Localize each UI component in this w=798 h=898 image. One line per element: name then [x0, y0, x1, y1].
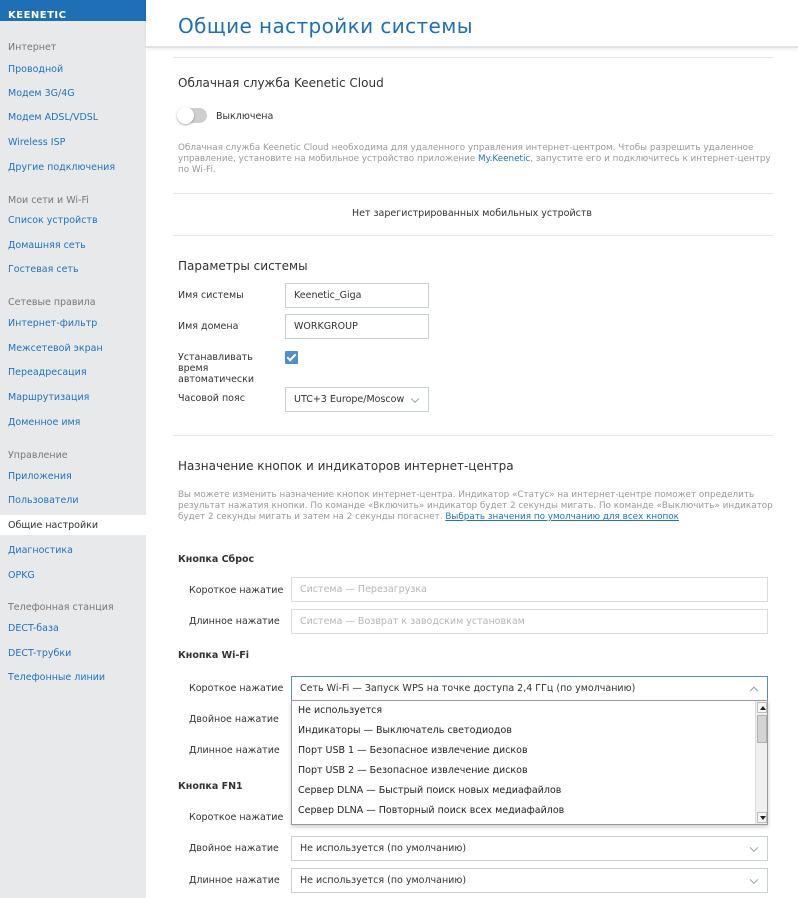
cloud-section-title: Облачная служба Keenetic Cloud	[178, 76, 384, 90]
divider	[173, 235, 773, 236]
nav-item-diagnostics[interactable]: Диагностика	[8, 545, 73, 556]
page-header	[146, 0, 798, 48]
dropdown-option[interactable]: Не используется	[298, 705, 383, 716]
fn1-double-select[interactable]	[291, 836, 768, 861]
nav-item-other-connections[interactable]: Другие подключения	[8, 162, 116, 173]
chevron-down-icon	[411, 394, 419, 402]
buttons-section-title: Назначение кнопок и индикаторов интернет-центра	[178, 459, 514, 473]
dropdown-option[interactable]: Сервер DLNA — Быстрый поиск новых медиафайлов	[298, 785, 562, 796]
nav-item-wired[interactable]: Проводной	[8, 64, 64, 75]
auto-time-label-line: Устанавливать	[178, 352, 253, 363]
logo-bar	[0, 0, 146, 21]
reset-button-heading: Кнопка Сброс	[178, 554, 255, 565]
nav-item-users[interactable]: Пользователи	[8, 495, 79, 506]
toggle-knob	[177, 107, 194, 124]
scrollbar-thumb[interactable]	[757, 715, 767, 743]
wifi-short-value: Сеть Wi-Fi — Запуск WPS на точке доступа 2,4 ГГц (по умолчанию)	[300, 683, 636, 694]
reset-short-label: Короткое нажатие	[189, 585, 284, 596]
nav-item-dect-base[interactable]: DECT-база	[8, 623, 59, 634]
nav-item-dect-handsets[interactable]: DECT-трубки	[8, 648, 72, 659]
buttons-desc-text: Вы можете изменить назначение кнопок интернет-центра. Индикатор «Статус» на интернет-центре поможет определить результат нажатия кнопки. По команде «Включить» индикатор будет 2 секунды мигать. По команде «Выключить» индикатор будет 2 секунды мигать и затем на 2 секунды погаснет.	[178, 490, 773, 522]
reset-short-value: Система — Перезагрузка	[300, 584, 427, 595]
cloud-desc-text: Облачная служба Keenetic Cloud необходима для удаленного управления интернет-центром. Чтобы разрешить удаленное управление, установите на мобильное устройство приложение	[178, 143, 754, 164]
fn1-long-select[interactable]	[291, 868, 768, 893]
auto-time-label	[178, 352, 254, 385]
reset-long-label: Длинное нажатие	[189, 616, 280, 627]
divider	[173, 57, 773, 58]
nav-item-general-settings[interactable]: Общие настройки	[0, 515, 146, 535]
nav-item-modem-adsl[interactable]: Модем ADSL/VDSL	[8, 112, 99, 123]
dropdown-option[interactable]: Сервер DLNA — Повторный поиск всех медиафайлов	[298, 805, 565, 816]
domain-name-value: WORKGROUP	[294, 321, 358, 332]
nav-item-phone-lines[interactable]: Телефонные линии	[8, 672, 106, 683]
auto-time-label-line: время	[178, 363, 209, 374]
logo[interactable]: KEENETIC	[8, 10, 67, 21]
nav-item-guest-network[interactable]: Гостевая сеть	[8, 264, 79, 275]
nav-item-modem-3g4g[interactable]: Модем 3G/4G	[8, 88, 75, 99]
reset-defaults-link[interactable]: Выбрать значения по умолчанию для всех кнопок	[445, 512, 679, 522]
wifi-short-dropdown-list[interactable]	[291, 700, 768, 825]
divider	[173, 435, 773, 436]
nav-group-internet: Интернет	[8, 42, 57, 53]
dropdown-option[interactable]: Индикаторы — Выключатель светодиодов	[298, 725, 512, 736]
nav-item-forwarding[interactable]: Переадресация	[8, 367, 87, 378]
timezone-value: UTC+3 Europe/Moscow	[294, 394, 405, 405]
nav-item-firewall[interactable]: Межсетевой экран	[8, 343, 103, 354]
wifi-short-select[interactable]	[291, 676, 768, 701]
nav-item-routing[interactable]: Маршрутизация	[8, 392, 90, 403]
dropdown-option[interactable]: Порт USB 2 — Безопасное извлечение дисков	[298, 765, 528, 776]
nav-item-applications[interactable]: Приложения	[8, 471, 72, 482]
cloud-toggle[interactable]	[178, 108, 207, 123]
reset-long-value: Система — Возврат к заводским установкам	[300, 616, 525, 627]
fn1-long-value: Не используется (по умолчанию)	[300, 875, 467, 886]
fn1-short-label: Короткое нажатие	[189, 812, 284, 823]
scroll-down-arrow-icon[interactable]	[757, 812, 767, 823]
nav-item-opkg[interactable]: OPKG	[8, 570, 35, 581]
main-content	[146, 50, 798, 898]
wifi-long-label: Длинное нажатие	[189, 745, 280, 756]
auto-time-label-line: автоматически	[178, 374, 255, 385]
timezone-select[interactable]	[285, 387, 429, 412]
cloud-desc-text-end: , запустите его и подключитесь к интернет-центру по Wi-Fi.	[178, 154, 771, 175]
system-name-input[interactable]	[285, 283, 429, 308]
sidebar	[0, 0, 146, 898]
system-name-value: Keenetic_Giga	[294, 290, 362, 301]
cloud-toggle-label: Выключена	[216, 111, 274, 122]
wifi-short-label: Короткое нажатие	[189, 683, 284, 694]
nav-item-domain-name[interactable]: Доменное имя	[8, 417, 81, 428]
fn1-long-label: Длинное нажатие	[189, 875, 280, 886]
my-keenetic-link[interactable]: My.Keenetic	[478, 154, 531, 164]
fn1-double-label: Двойное нажатие	[189, 843, 279, 854]
nav-item-device-list[interactable]: Список устройств	[8, 215, 98, 226]
nav-item-wireless-isp[interactable]: Wireless ISP	[8, 137, 66, 148]
dropdown-option[interactable]: Порт USB 1 — Безопасное извлечение дисков	[298, 745, 528, 756]
system-section-title: Параметры системы	[178, 259, 308, 273]
dropdown-scrollbar[interactable]	[755, 701, 767, 824]
timezone-label: Часовой пояс	[178, 393, 245, 404]
reset-long-select	[291, 609, 768, 634]
system-name-label: Имя системы	[178, 290, 244, 301]
no-devices-message: Нет зарегистрированных мобильных устройств	[351, 208, 593, 219]
wifi-double-label: Двойное нажатие	[189, 714, 279, 725]
nav-group-rules: Сетевые правила	[8, 297, 96, 308]
nav-group-management: Управление	[8, 450, 68, 461]
nav-group-networks: Мои сети и Wi-Fi	[8, 195, 89, 206]
buttons-description	[178, 490, 773, 523]
page-title: Общие настройки системы	[178, 14, 473, 38]
scroll-up-arrow-icon[interactable]	[757, 702, 767, 713]
reset-short-select	[291, 577, 768, 602]
fn1-double-value: Не используется (по умолчанию)	[300, 843, 467, 854]
nav-item-internet-filter[interactable]: Интернет-фильтр	[8, 318, 98, 329]
nav-item-home-network[interactable]: Домашняя сеть	[8, 240, 86, 251]
divider	[173, 193, 773, 194]
domain-name-label: Имя домена	[178, 321, 239, 332]
nav-group-telephony: Телефонная станция	[8, 602, 114, 613]
wifi-button-heading: Кнопка Wi-Fi	[178, 650, 250, 661]
chevron-down-icon	[750, 843, 758, 851]
domain-name-input[interactable]	[285, 314, 429, 339]
chevron-down-icon	[750, 875, 758, 883]
auto-time-checkbox[interactable]	[285, 351, 298, 364]
fn1-button-heading: Кнопка FN1	[178, 781, 243, 792]
cloud-description	[178, 143, 773, 176]
chevron-up-icon	[750, 686, 758, 694]
